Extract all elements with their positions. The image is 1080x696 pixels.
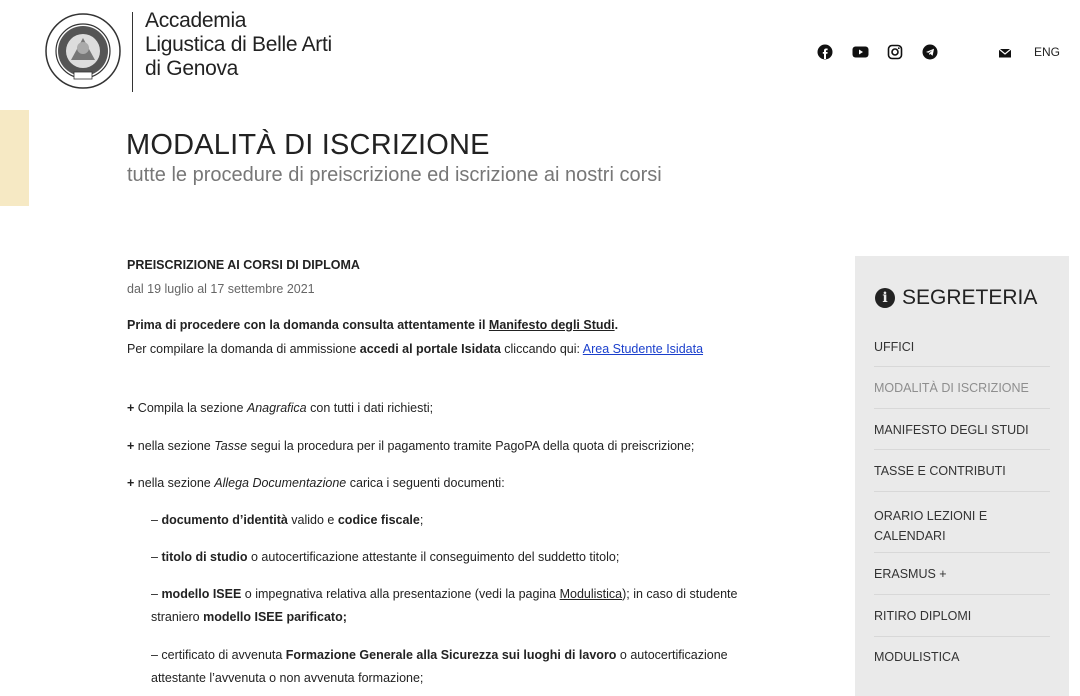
plus-marker: + — [127, 401, 135, 415]
mail-icon[interactable] — [998, 46, 1012, 64]
site-header — [0, 0, 1080, 100]
page-title: MODALITÀ DI ISCRIZIONE — [126, 129, 490, 161]
segreteria-sidebar — [855, 256, 1069, 696]
doc-item-titolo — [151, 550, 619, 564]
intro-text: Prima di procedere con la domanda consulta attentamente il — [127, 318, 489, 332]
doc-text: attestante l’avvenuta o non avvenuta formazione; — [151, 671, 424, 685]
step-text: segui la procedura per il pagamento tramite PagoPA della quota di preiscrizione; — [247, 439, 695, 453]
step-documentazione — [127, 476, 505, 490]
doc-item-isee-cont — [151, 610, 347, 624]
doc-text: ); in caso di studente — [622, 587, 738, 601]
doc-bold: titolo di studio — [161, 550, 248, 564]
doc-text: straniero — [151, 610, 204, 624]
step-emphasis: Tasse — [214, 439, 248, 453]
doc-item-sicurezza-cont — [151, 671, 423, 685]
sidebar-item-erasmus[interactable]: ERASMUS + — [874, 567, 1050, 595]
academy-name-line: Ligustica di Belle Arti — [145, 33, 332, 56]
doc-item-sicurezza — [151, 648, 728, 662]
doc-text: o autocertificazione — [616, 648, 728, 662]
sidebar-item-modalita-iscrizione[interactable]: MODALITÀ DI ISCRIZIONE — [874, 381, 1050, 409]
step-text: carica i seguenti documenti: — [346, 476, 505, 490]
language-switch-link[interactable]: ENG — [1034, 45, 1061, 59]
plus-marker: + — [127, 439, 135, 453]
doc-bold: documento d’identità — [161, 513, 288, 527]
academy-name[interactable] — [145, 9, 332, 81]
plus-marker: + — [127, 476, 135, 490]
academy-name-line: di Genova — [145, 57, 239, 80]
step-text: nella sezione — [134, 476, 215, 490]
logo-divider — [132, 12, 133, 92]
sidebar-heading-label: SEGRETERIA — [902, 286, 1038, 309]
sidebar-item-tasse[interactable]: TASSE E CONTRIBUTI — [874, 464, 1050, 492]
dash: – — [151, 550, 162, 564]
sidebar-item-modulistica[interactable]: MODULISTICA — [874, 650, 960, 664]
intro-text: cliccando qui: — [500, 342, 583, 356]
academy-seal-logo[interactable] — [44, 12, 122, 90]
sidebar-item-manifesto[interactable]: MANIFESTO DEGLI STUDI — [874, 423, 1050, 450]
youtube-icon[interactable] — [852, 44, 869, 65]
telegram-icon[interactable] — [922, 44, 938, 65]
intro-paragraph-2 — [127, 342, 703, 356]
sidebar-item-orario[interactable]: ORARIO LEZIONI E CALENDARI — [874, 506, 1050, 553]
sidebar-heading — [875, 286, 1037, 310]
step-anagrafica — [127, 401, 433, 415]
step-tasse — [127, 439, 694, 453]
doc-bold: modello ISEE — [161, 587, 242, 601]
doc-bold: Formazione Generale alla Sicurezza sui luoghi di lavoro — [285, 648, 617, 662]
step-text: nella sezione — [134, 439, 215, 453]
doc-text: – certificato di avvenuta — [151, 648, 286, 662]
page-subtitle: tutte le procedure di preiscrizione ed iscrizione ai nostri corsi — [127, 164, 662, 186]
sidebar-item-uffici[interactable]: UFFICI — [874, 340, 1050, 367]
facebook-icon[interactable] — [817, 44, 833, 65]
section-dates: dal 19 luglio al 17 settembre 2021 — [127, 282, 315, 296]
step-text: con tutti i dati richiesti; — [306, 401, 434, 415]
doc-bold: modello ISEE parificato; — [203, 610, 347, 624]
doc-text: valido e — [287, 513, 338, 527]
academy-name-line: Accademia — [145, 9, 247, 32]
sidebar-item-ritiro-diplomi[interactable]: RITIRO DIPLOMI — [874, 609, 1050, 637]
isidata-link[interactable]: Area Studente Isidata — [582, 342, 704, 356]
step-emphasis: Anagrafica — [246, 401, 307, 415]
step-text: Compila la sezione — [134, 401, 247, 415]
doc-text: o impegnativa relativa alla presentazione (vedi la pagina — [241, 587, 560, 601]
section-title: PREISCRIZIONE AI CORSI DI DIPLOMA — [127, 258, 360, 272]
instagram-icon[interactable] — [887, 44, 903, 65]
intro-paragraph-1 — [127, 318, 618, 332]
modulistica-link[interactable]: Modulistica — [559, 587, 623, 601]
accent-bar — [0, 110, 29, 206]
intro-text: Per compilare la domanda di ammissione — [127, 342, 360, 356]
intro-bold: accedi al portale Isidata — [359, 342, 501, 356]
info-icon: i — [875, 288, 895, 308]
manifesto-link[interactable]: Manifesto degli Studi — [488, 318, 615, 332]
dash: – — [151, 587, 162, 601]
doc-text: o autocertificazione attestante il conseguimento del suddetto titolo; — [247, 550, 620, 564]
intro-text-end: . — [614, 318, 619, 332]
doc-bold: codice fiscale — [337, 513, 420, 527]
doc-item-isee — [151, 587, 737, 601]
doc-text: ; — [419, 513, 424, 527]
step-emphasis: Allega Documentazione — [214, 476, 347, 490]
dash: – — [151, 513, 162, 527]
doc-item-identita — [151, 513, 423, 527]
